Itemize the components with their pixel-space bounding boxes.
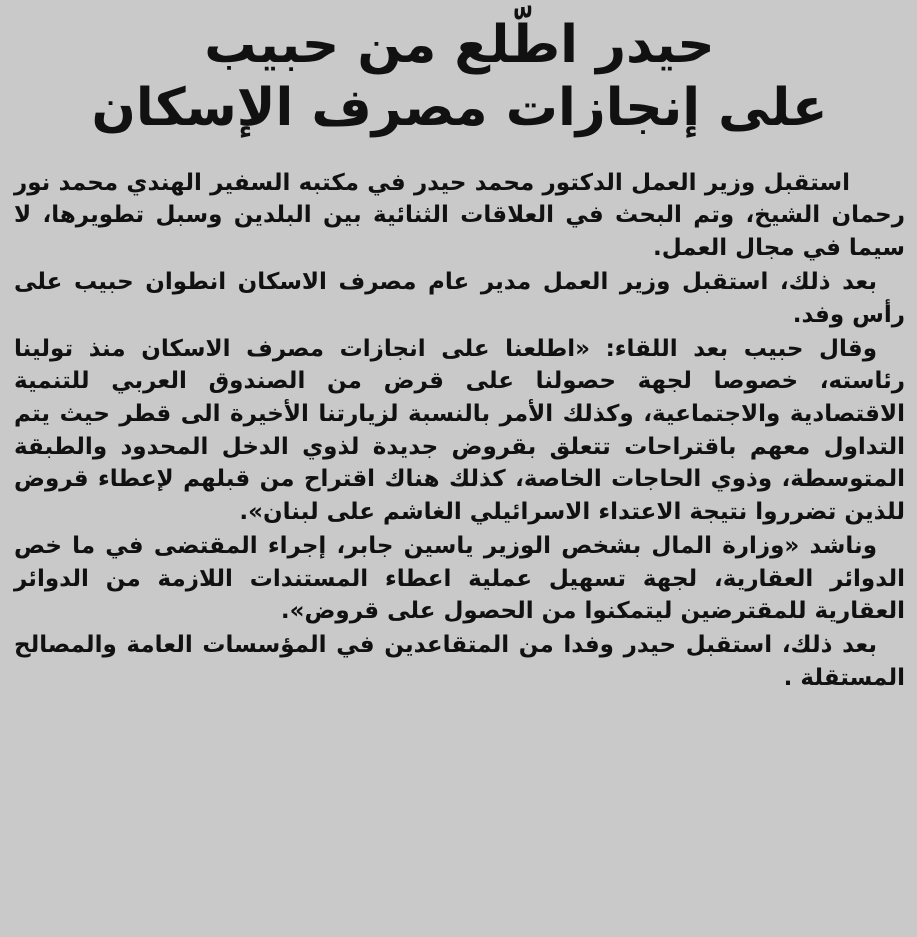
- paragraph-housing-bank-visit: بعد ذلك، استقبل وزير العمل مدير عام مصرف الاسكان انطوان حبيب على رأس وفد.: [14, 269, 905, 328]
- headline: [14, 14, 905, 141]
- paragraph-retirees-delegation: بعد ذلك، استقبل حيدر وفدا من المتقاعدين في المؤسسات العامة والمصالح المستقلة .: [14, 632, 905, 691]
- article-body: [14, 167, 905, 695]
- paragraph-finance-appeal: وناشد «وزارة المال بشخص الوزير ياسين جابر، إجراء المقتضى في ما خص الدوائر العقارية، لجهة تسهيل عملية اعطاء المستندات اللازمة من الدوائر العقارية للمقترضين ليتمكنوا من الحصول على قروض».: [14, 532, 905, 625]
- paragraph-ambassador-meeting: استقبل وزير العمل الدكتور محمد حيدر في مكتبه السفير الهندي محمد نور رحمان الشيخ، وتم البحث في العلاقات الثنائية بين البلدين وسبل تطويرها، لا سيما في مجال العمل.: [14, 169, 905, 262]
- paragraph-habib-statement: وقال حبيب بعد اللقاء: «اطلعنا على انجازات مصرف الاسكان منذ تولينا رئاسته، خصوصا لجهة حصولنا على قرض من الصندوق العربي للتنمية الاقتصادية والاجتماعية، وكذلك الأمر بالنسبة لزيارتنا الأخيرة الى قطر حيث يتم التداول معهم باقتراحات تتعلق بقروض جديدة لذوي الدخل المحدود والطبقة المتوسطة، وذوي الحاجات الخاصة، كذلك هناك اقتراح من قبلهم لإعطاء قروض للذين تضرروا نتيجة الاعتداء الاسرائيلي الغاشم على لبنان».: [14, 335, 905, 525]
- headline-line-1: حيدر اطّلع من حبيب: [204, 15, 715, 75]
- headline-line-2: على إنجازات مصرف الإسكان: [91, 78, 828, 139]
